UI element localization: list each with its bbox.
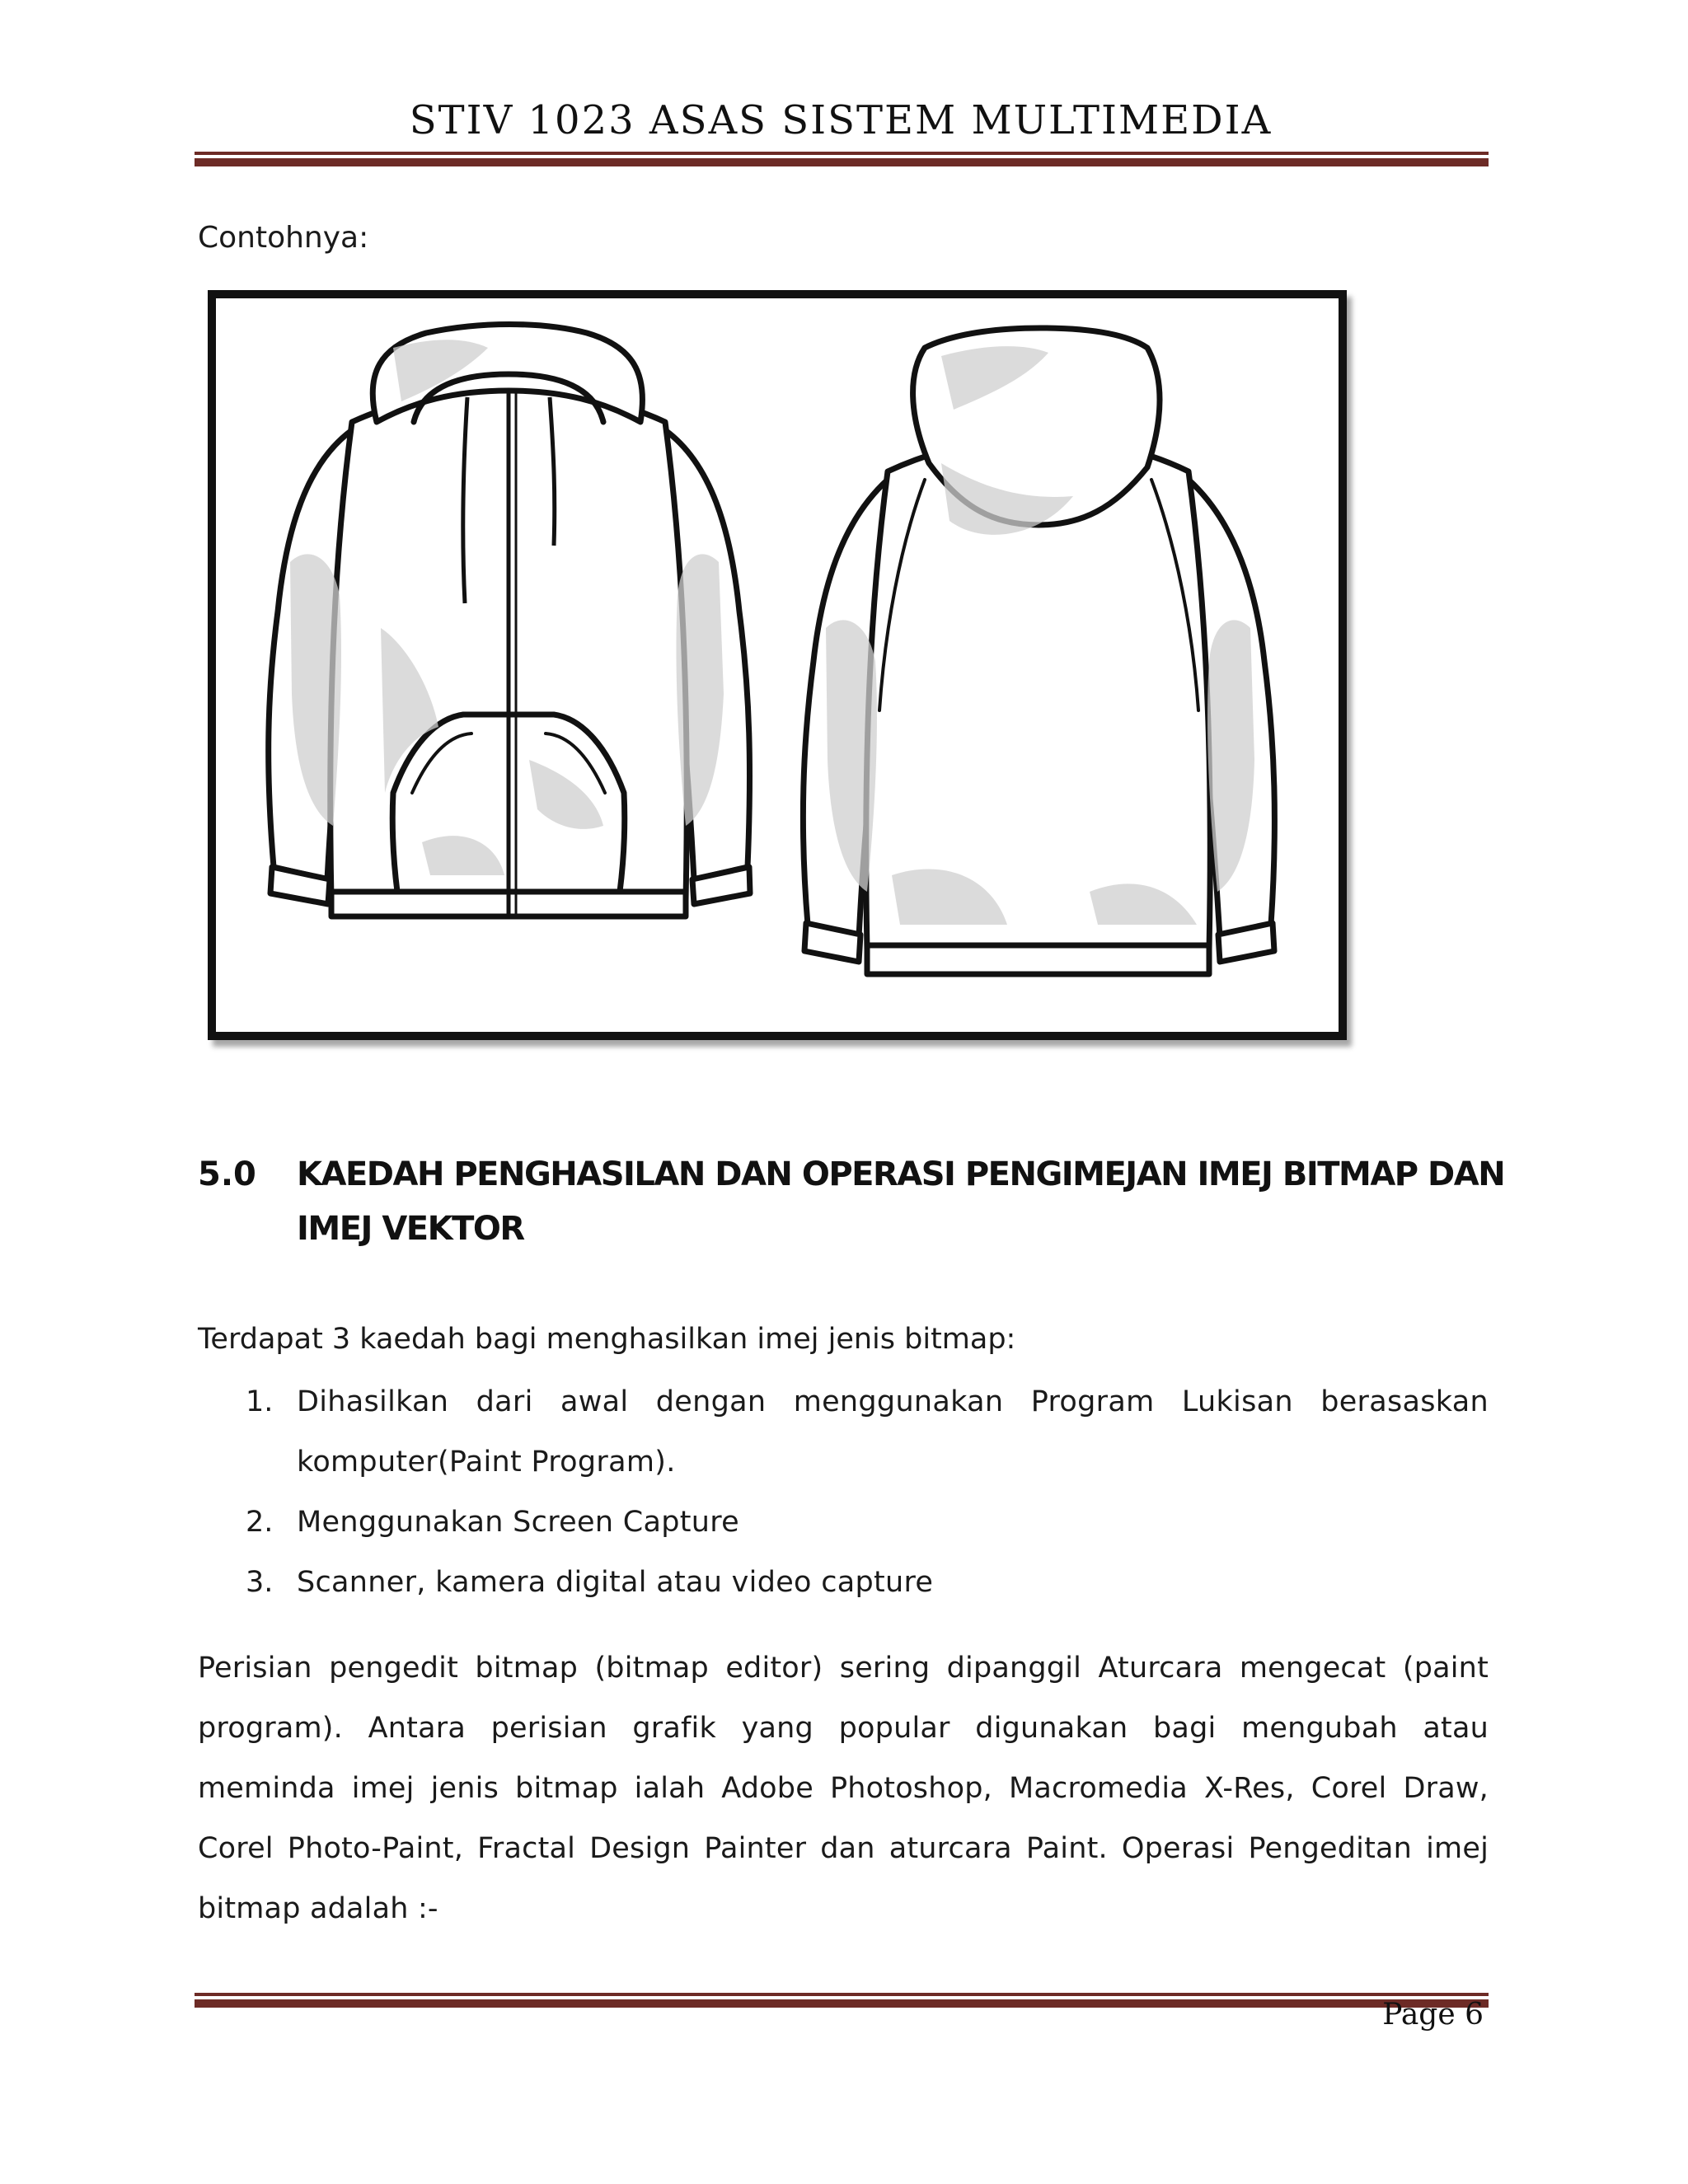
list-item-number: 2. <box>246 1506 274 1539</box>
methods-lead: Terdapat 3 kaedah bagi menghasilkan imej jenis bitmap: <box>198 1323 1016 1356</box>
page-number: Page 6 <box>1382 1998 1484 2032</box>
list-item-number: 3. <box>246 1566 274 1599</box>
methods-list <box>198 1372 1489 1613</box>
list-item-text: Scanner, kamera digital atau video capture <box>297 1566 934 1599</box>
list-item-number: 1. <box>246 1385 274 1418</box>
hoodie-figure <box>208 290 1347 1040</box>
header-divider <box>195 152 1489 166</box>
section-number: 5.0 <box>198 1155 256 1193</box>
list-item-text: Dihasilkan dari awal dengan menggunakan Program Lukisan berasaskan komputer(Paint Program). <box>297 1385 1489 1479</box>
page-header: STIV 1023 ASAS SISTEM MULTIMEDIA <box>409 97 1273 143</box>
list-item <box>198 1493 1489 1553</box>
intro-label: Contohnya: <box>198 221 369 255</box>
hoodie-front-back-icon <box>216 298 1339 1032</box>
footer-divider <box>195 1993 1489 2008</box>
section-title: KAEDAH PENGHASILAN DAN OPERASI PENGIMEJAN IMEJ BITMAP DAN IMEJ VEKTOR <box>297 1155 1505 1248</box>
list-item <box>198 1372 1489 1493</box>
list-item <box>198 1553 1489 1613</box>
body-paragraph: Perisian pengedit bitmap (bitmap editor) sering dipanggil Aturcara mengecat (paint program). Antara perisian grafik yang popular digunakan bagi mengubah atau meminda imej jenis bitmap ialah Adobe Photoshop, Macromedia X-Res, Corel Draw, Corel Photo-Paint, Fractal Design Painter dan aturcara Paint. Operasi Pengeditan imej bitmap adalah :- <box>198 1652 1489 1925</box>
list-item-text: Menggunakan Screen Capture <box>297 1506 739 1539</box>
